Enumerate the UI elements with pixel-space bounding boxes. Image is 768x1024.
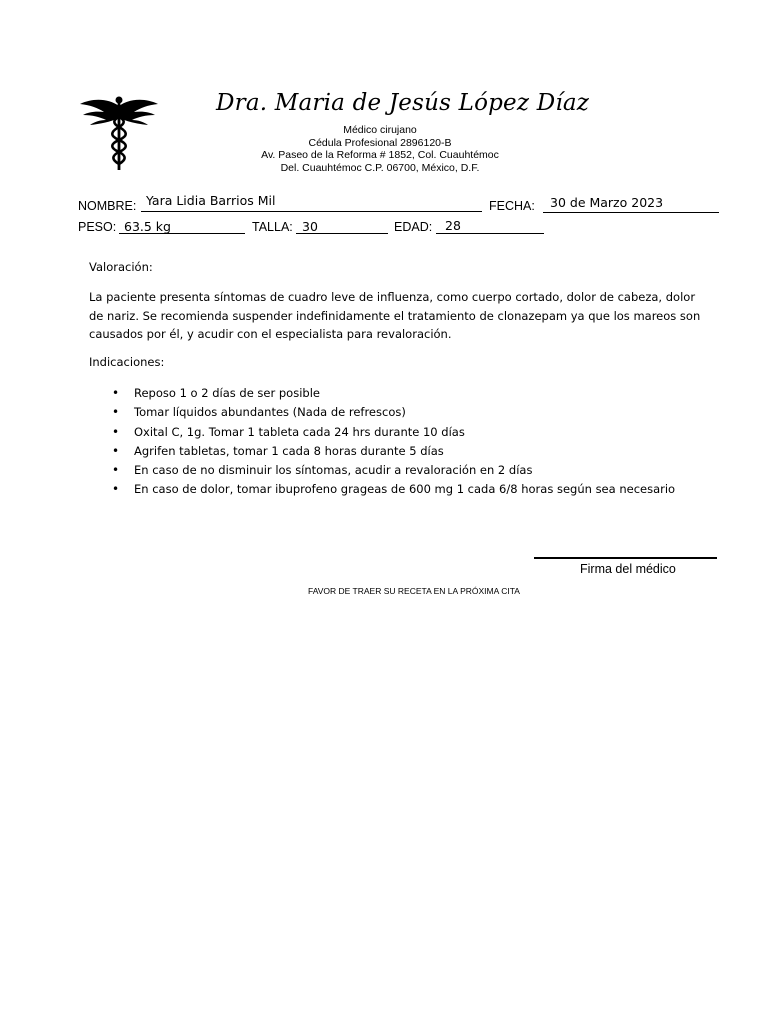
- age-underline: [436, 233, 544, 234]
- weight-underline: [119, 233, 245, 234]
- address-line-2: Del. Cuauhtémoc C.P. 06700, México, D.F.: [280, 161, 480, 174]
- signature-line: [534, 557, 717, 559]
- date-label: FECHA:: [489, 199, 535, 213]
- footer-note: FAVOR DE TRAER SU RECETA EN LA PRÓXIMA CITA: [308, 586, 520, 596]
- list-item: • Tomar líquidos abundantes (Nada de refrescos): [112, 403, 675, 422]
- indications-heading: Indicaciones:: [89, 355, 165, 369]
- weight-label: PESO:: [78, 220, 117, 234]
- height-underline: [296, 233, 388, 234]
- age-label: EDAD:: [394, 220, 433, 234]
- signature-label: Firma del médico: [580, 562, 676, 576]
- list-item: • Oxital C, 1g. Tomar 1 tableta cada 24 hrs durante 10 días: [112, 423, 675, 442]
- patient-name: Yara Lidia Barrios Mil: [146, 193, 276, 208]
- name-underline: [141, 211, 482, 212]
- date-underline: [543, 212, 719, 213]
- doctor-name: Dra. Maria de Jesús López Díaz: [216, 90, 590, 116]
- indications-list: [112, 384, 675, 500]
- patient-height: 30: [302, 219, 318, 234]
- patient-age: 28: [445, 218, 461, 233]
- list-item: • En caso de dolor, tomar ibuprofeno grageas de 600 mg 1 cada 6/8 horas según sea necesario: [112, 480, 675, 499]
- specialty: Médico cirujano: [343, 124, 417, 136]
- address-line-1: Av. Paseo de la Reforma # 1852, Col. Cuauhtémoc: [261, 149, 499, 161]
- list-item: • En caso de no disminuir los síntomas, acudir a revaloración en 2 días: [112, 461, 675, 480]
- doctor-info: [240, 124, 520, 174]
- height-label: TALLA:: [252, 220, 293, 234]
- name-label: NOMBRE:: [78, 199, 137, 213]
- assessment-heading: Valoración:: [89, 260, 153, 274]
- professional-license: Cédula Profesional 2896120-B: [308, 136, 452, 149]
- list-item: • Agrifen tabletas, tomar 1 cada 8 horas durante 5 días: [112, 442, 675, 461]
- list-item: • Reposo 1 o 2 días de ser posible: [112, 384, 675, 403]
- visit-date: 30 de Marzo 2023: [550, 195, 664, 210]
- patient-weight: 63.5 kg: [124, 219, 171, 234]
- assessment-text: La paciente presenta síntomas de cuadro leve de influenza, como cuerpo cortado, dolor de cabeza, dolor de nariz. Se recomienda suspender indefinidamente el tratamiento de clonazepam ya que los mareos son causados por él, y acudir con el especialista para revaloración.: [89, 290, 701, 341]
- caduceus-logo-icon: [78, 92, 160, 172]
